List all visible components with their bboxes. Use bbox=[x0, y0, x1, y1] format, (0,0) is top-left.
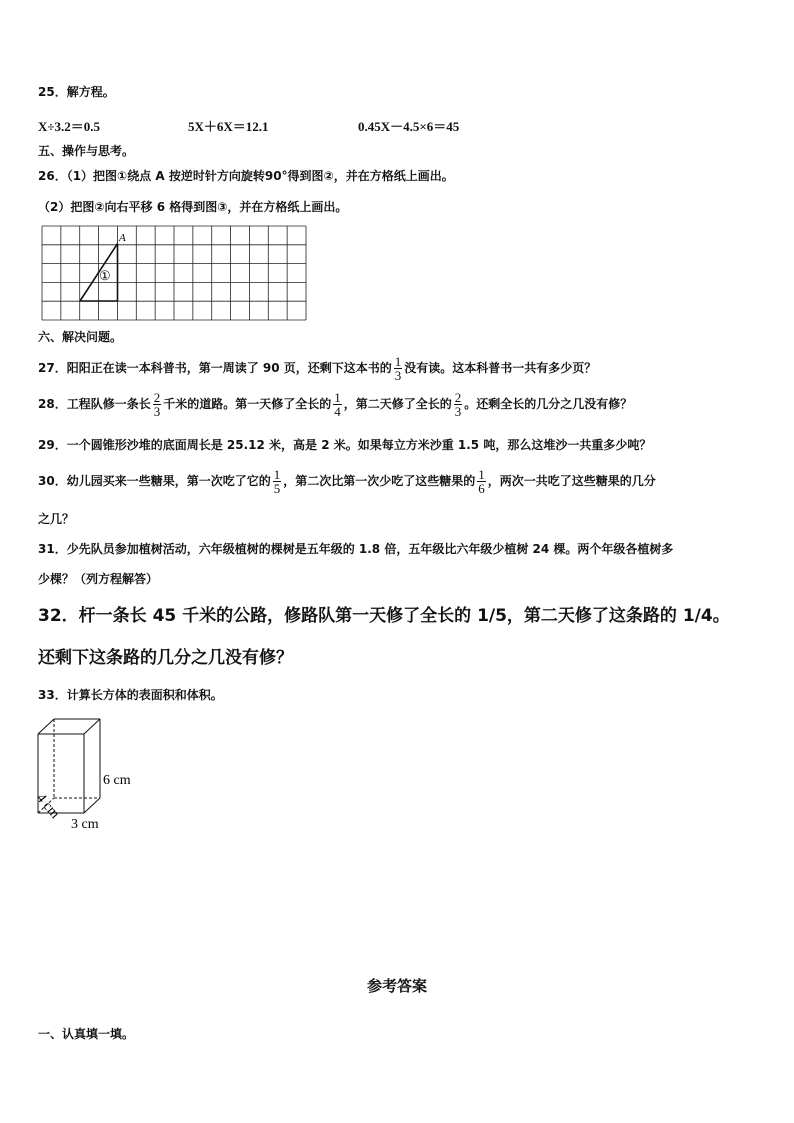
answers-section-1: 一、认真填一填。 bbox=[38, 1027, 135, 1041]
q28-fraction-2-numerator: 1 bbox=[334, 390, 341, 405]
cuboid-width-label: 3 cm bbox=[71, 817, 99, 832]
q30-text-2: ，第二次比第一次少吃了这些糖果的 bbox=[283, 474, 476, 488]
q26-part-2: （2）把图②向右平移 6 格得到图③，并在方格纸上画出。 bbox=[38, 200, 348, 214]
q25-equation-3: 0.45X－4.5×6＝45 bbox=[358, 119, 460, 134]
q26-part-1: 26．（1）把图①绕点 A 按逆时针方向旋转90°得到图②，并在方格纸上画出。 bbox=[38, 169, 454, 183]
q31-line-2: 少棵？（列方程解答） bbox=[38, 572, 159, 586]
q28-fraction-3-denominator: 3 bbox=[454, 404, 462, 419]
q31-line-1: 31．少先队员参加植树活动，六年级植树的棵树是五年级的 1.8 倍，五年级比六年级少植树 24 棵。两个年级各植树多 bbox=[38, 542, 674, 556]
q25-title: 25．解方程。 bbox=[38, 85, 115, 99]
point-a-label: A bbox=[119, 232, 126, 244]
q33-title: 33．计算长方体的表面积和体积。 bbox=[38, 688, 223, 702]
q27-fraction bbox=[394, 355, 403, 382]
q25-equation-2: 5X＋6X＝12.1 bbox=[188, 119, 269, 134]
q30-fraction-1 bbox=[273, 468, 282, 495]
q30-fraction-2-denominator: 6 bbox=[478, 481, 485, 496]
q27-fraction-numerator: 1 bbox=[394, 354, 402, 369]
q28-text-1: 28．工程队修一条长 bbox=[38, 397, 151, 411]
q32-line-1: 32．杆一条长 45 千米的公路，修路队第一天修了全长的 1/5，第二天修了这条路的 1/4。 bbox=[38, 606, 730, 626]
q28-text-3: ，第二天修了全长的 bbox=[343, 397, 452, 411]
q27-fraction-denominator: 3 bbox=[394, 368, 402, 383]
answers-title: 参考答案 bbox=[366, 977, 427, 995]
q27 bbox=[38, 355, 596, 382]
cuboid-figure bbox=[30, 712, 160, 834]
q28-fraction-1 bbox=[153, 391, 162, 418]
q29: 29．一个圆锥形沙堆的底面周长是 25.12 米，高是 2 米。如果每立方米沙重 1.5 吨，那么这堆沙一共重多少吨？ bbox=[38, 438, 652, 452]
q28-fraction-1-numerator: 2 bbox=[153, 390, 161, 405]
q30-fraction-1-denominator: 5 bbox=[273, 481, 281, 496]
q28-fraction-2-denominator: 4 bbox=[334, 404, 341, 419]
q30-fraction-1-numerator: 1 bbox=[273, 467, 281, 482]
section-5-heading: 五、操作与思考。 bbox=[38, 144, 135, 158]
q28-fraction-2 bbox=[333, 391, 342, 418]
q30 bbox=[38, 468, 656, 495]
q27-text-after: 没有读。这本科普书一共有多少页？ bbox=[404, 361, 597, 375]
cuboid-height-label: 6 cm bbox=[103, 773, 131, 788]
q30-text-3: ，两次一共吃了这些糖果的几分 bbox=[487, 474, 656, 488]
cuboid-depth-label: 4 cm bbox=[32, 790, 63, 822]
q28-text-2: 千米的道路。第一天修了全长的 bbox=[163, 397, 332, 411]
grid-paper bbox=[41, 225, 307, 321]
q30-fraction-2-numerator: 1 bbox=[478, 467, 485, 482]
q27-text-before: 27．阳阳正在读一本科普书，第一周读了 90 页，还剩下这本书的 bbox=[38, 361, 392, 375]
q32-line-2: 还剩下这条路的几分之几没有修？ bbox=[38, 648, 293, 668]
q28-fraction-3 bbox=[454, 391, 463, 418]
q28-fraction-3-numerator: 2 bbox=[454, 390, 462, 405]
q25-equation-1: X÷3.2＝0.5 bbox=[38, 119, 101, 134]
q28-fraction-1-denominator: 3 bbox=[153, 404, 161, 419]
section-6-heading: 六、解决问题。 bbox=[38, 330, 123, 344]
q30-fraction-2 bbox=[477, 468, 486, 495]
q30-line-2: 之几？ bbox=[38, 512, 75, 526]
q28 bbox=[38, 391, 632, 418]
q28-text-4: 。还剩全长的几分之几没有修？ bbox=[464, 397, 633, 411]
q30-text-1: 30．幼儿园买来一些糖果，第一次吃了它的 bbox=[38, 474, 271, 488]
shape-1-label: ① bbox=[99, 268, 111, 283]
